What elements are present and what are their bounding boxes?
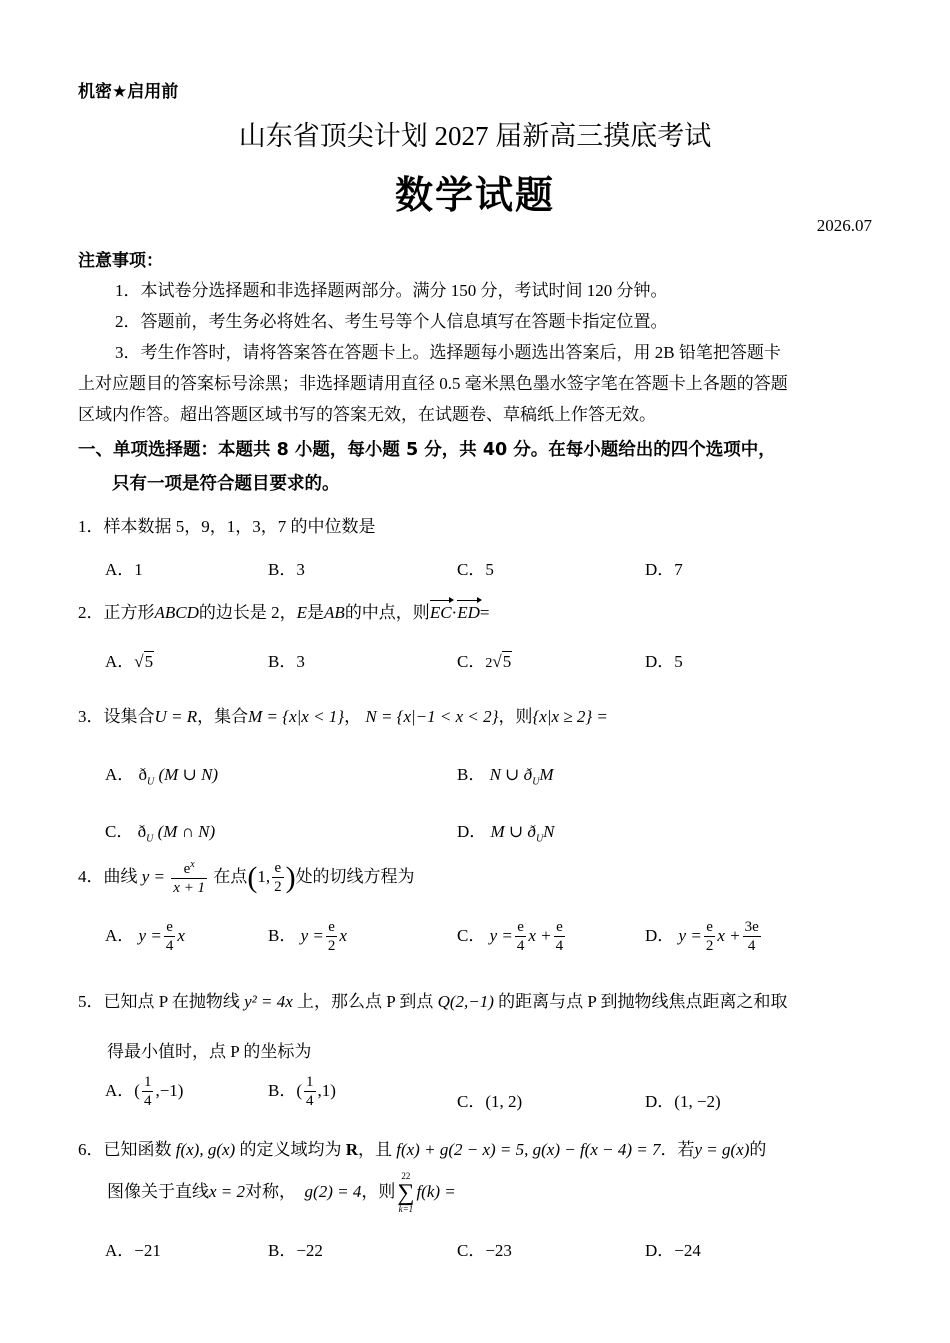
q4-option-a xyxy=(105,920,185,954)
paren: ( xyxy=(296,1080,303,1100)
fraction-numerator: e xyxy=(272,861,284,878)
q2-point-e: E xyxy=(296,603,308,622)
notice-heading: 注意事项： xyxy=(78,251,163,271)
q2-number: 2． xyxy=(78,603,104,622)
q1-option-a: A．1 xyxy=(105,560,143,579)
q5-text: 上，那么点 P 到点 xyxy=(297,992,434,1011)
vector-ed: ED xyxy=(457,603,480,622)
q5-text: 的距离与点 P 到抛物线焦点距离之和取 xyxy=(498,992,788,1011)
q3-option-d xyxy=(457,817,555,844)
fraction-denominator: 4 xyxy=(306,1093,314,1109)
set-expression: (M ∪ N) xyxy=(158,765,219,784)
fraction xyxy=(326,920,338,954)
complement-symbol: ð xyxy=(137,822,147,841)
parabola-equation: y² = 4x xyxy=(244,992,293,1011)
subscript: U xyxy=(532,776,540,788)
confidential-mark: 机密★启用前 xyxy=(78,82,179,102)
fraction xyxy=(142,1075,154,1109)
section-heading: 一、单项选择题：本题共 8 小题，每小题 5 分，共 40 分。在每小题给出的四个选项中， xyxy=(78,440,776,460)
conditions: f(x) + g(2 − x) = 5, g(x) − f(x − 4) = 7 xyxy=(396,1140,661,1159)
q3-number: 3． xyxy=(78,707,104,726)
fraction-numerator: e xyxy=(326,920,338,937)
fraction-numerator: e xyxy=(554,920,566,937)
option-label: A． xyxy=(105,1080,135,1100)
q6-option-a: A．−21 xyxy=(105,1241,161,1260)
q2-option-c xyxy=(457,647,512,672)
sqrt-icon: √ xyxy=(134,652,144,671)
q6-text: 6．已知函数 xyxy=(78,1140,172,1159)
variable: x + xyxy=(528,925,552,945)
functions: f(x), g(x) xyxy=(175,1140,236,1159)
sum-term: f(k) = xyxy=(416,1181,456,1201)
set-m: M = {x|x < 1} xyxy=(248,707,345,726)
q1-option-b: B．3 xyxy=(268,560,305,579)
q2-text: 的中点，则 xyxy=(344,603,430,622)
fraction xyxy=(304,1075,316,1109)
q4-option-b xyxy=(268,920,347,954)
q6-option-b: B．−22 xyxy=(268,1241,323,1260)
option-label: C． xyxy=(457,652,486,671)
radicand: 5 xyxy=(502,652,512,671)
set-expression: N ∪ ð xyxy=(489,765,533,784)
universal-set: U = R xyxy=(154,707,198,726)
q3-text: ， xyxy=(344,707,362,726)
q5-text: 5．已知点 P 在抛物线 xyxy=(78,992,240,1011)
sigma-icon: ∑ xyxy=(397,1180,415,1206)
paren-open-icon: ( xyxy=(247,861,258,894)
function-g: y = g(x) xyxy=(694,1140,750,1159)
notice-item-1: 1．本试卷分选择题和非选择题两部分。满分 150 分，考试时间 120 分钟。 xyxy=(115,281,668,300)
q3-text: ，则 xyxy=(498,707,533,726)
question-1-stem: 1．样本数据 5，9，1，3，7 的中位数是 xyxy=(78,517,376,536)
q6-text: ，则 xyxy=(361,1181,396,1201)
sum-upper-limit: 22 xyxy=(401,1171,411,1181)
fraction-numerator: 1 xyxy=(306,1074,314,1090)
option-label: B． xyxy=(268,1080,297,1100)
question-6-stem xyxy=(78,1135,766,1160)
notice-item-3-end: 区域内作答。超出答题区域书写的答案无效，在试题卷、草稿纸上作答无效。 xyxy=(78,405,656,424)
q6-text: ，且 xyxy=(358,1140,392,1159)
q4-text: 曲线 xyxy=(103,866,138,886)
set-expression: (M ∩ N) xyxy=(157,822,216,841)
q6-option-c: C．−23 xyxy=(457,1241,512,1260)
fraction-denominator: 2 xyxy=(705,938,714,954)
q2-option-a xyxy=(105,647,154,672)
fraction-denominator: 4 xyxy=(747,938,756,954)
question-2-stem xyxy=(78,598,489,623)
radicand: 5 xyxy=(144,652,154,671)
q5-option-d: D．(1, −2) xyxy=(645,1092,721,1111)
q2-square: ABCD xyxy=(154,603,199,622)
fraction-denominator: x + 1 xyxy=(173,880,206,896)
subscript: U xyxy=(535,833,544,845)
fraction-denominator: 4 xyxy=(165,938,174,954)
summation xyxy=(397,1172,414,1214)
fraction-numerator: 3e xyxy=(744,919,759,935)
fraction-denominator: 2 xyxy=(274,879,282,895)
exam-date: 2026.07 xyxy=(816,216,872,235)
notice-item-2: 2．答题前，考生务必将姓名、考生号等个人信息填写在答题卡指定位置。 xyxy=(115,312,668,331)
target-set: {x|x ≥ 2} = xyxy=(532,707,608,726)
exponent: x xyxy=(190,859,195,870)
q3-text: 设集合 xyxy=(103,707,155,726)
sum-lower-limit: k=1 xyxy=(398,1204,414,1214)
q3-text: ，集合 xyxy=(197,707,249,726)
question-4-stem xyxy=(78,860,415,896)
question-3-stem xyxy=(78,702,608,727)
section-heading-cont: 只有一项是符合题目要求的。 xyxy=(112,474,340,494)
lhs: y = xyxy=(300,925,324,945)
q2-option-d: D．5 xyxy=(645,652,683,671)
fraction-numerator: e xyxy=(164,920,176,937)
complement-symbol: ð xyxy=(138,765,148,784)
set-expression: M ∪ ð xyxy=(490,822,536,841)
q1-option-d: D．7 xyxy=(645,560,683,579)
fraction-numerator xyxy=(171,860,207,879)
q4-option-d xyxy=(645,920,763,954)
option-label: A． xyxy=(105,652,135,671)
q2-text: 正方形 xyxy=(103,603,155,622)
option-label: B． xyxy=(457,765,486,784)
q6-text: ．若 xyxy=(660,1140,695,1159)
q5-option-b xyxy=(268,1075,336,1109)
lhs: y = xyxy=(678,925,702,945)
paren-close-icon: ) xyxy=(285,861,296,894)
q2-segment: AB xyxy=(324,603,345,622)
fraction-denominator: 2 xyxy=(327,938,336,954)
option-label: A． xyxy=(105,765,135,784)
variable: x xyxy=(177,925,185,945)
point-q: Q(2,−1) xyxy=(437,992,494,1011)
q2-text: 的边长是 2， xyxy=(198,603,297,622)
fraction xyxy=(743,920,761,954)
q5-option-a xyxy=(105,1075,183,1109)
q6-text: 的定义域均为 xyxy=(239,1140,342,1159)
coefficient: 2 xyxy=(485,656,493,671)
question-6-cont xyxy=(107,1172,456,1214)
q5-option-c: C．(1, 2) xyxy=(457,1092,523,1111)
notice-item-3-cont: 上对应题目的答案标号涂黑；非选择题请用直径 0.5 毫米黑色墨水签字笔在答题卡上各题的答题 xyxy=(78,374,788,393)
paren: ( xyxy=(134,1080,140,1100)
q1-option-c: C．5 xyxy=(457,560,494,579)
option-label: C． xyxy=(457,925,486,945)
fraction xyxy=(704,920,716,954)
option-label: D． xyxy=(645,925,675,945)
g-value: g(2) = 4 xyxy=(304,1181,362,1201)
fraction-numerator: e xyxy=(515,920,527,937)
subscript: U xyxy=(146,833,154,845)
q4-text: 在点 xyxy=(213,866,248,886)
q3-option-a xyxy=(105,760,218,787)
equals-sign: = xyxy=(479,603,490,622)
option-label: B． xyxy=(268,925,297,945)
dot-operator: · xyxy=(451,603,458,622)
sqrt-icon: √ xyxy=(492,652,502,671)
fraction xyxy=(554,920,566,954)
set-expression: N xyxy=(543,822,555,841)
lhs: y = xyxy=(489,925,513,945)
fraction-numerator: e xyxy=(704,920,716,937)
function-fraction xyxy=(171,860,207,896)
fraction-denominator: 4 xyxy=(516,938,525,954)
q4-number: 4． xyxy=(78,866,104,886)
coordinate-tail: ,1) xyxy=(317,1080,336,1100)
real-numbers: R xyxy=(345,1140,358,1159)
base-e: e xyxy=(183,861,191,877)
variable: x + xyxy=(717,925,741,945)
q4-option-c xyxy=(457,920,567,954)
q6-text: 的 xyxy=(749,1140,767,1159)
option-label: D． xyxy=(457,822,487,841)
axis-of-symmetry: x = 2 xyxy=(209,1181,246,1201)
lhs: y = xyxy=(138,925,162,945)
fraction xyxy=(164,920,176,954)
exam-title: 山东省顶尖计划 2027 届新高三摸底考试 xyxy=(238,121,712,151)
fraction-numerator: 1 xyxy=(143,1074,152,1090)
function-lhs: y = xyxy=(141,866,166,886)
q3-option-c xyxy=(105,817,215,844)
q4-text: 处的切线方程为 xyxy=(295,866,415,886)
set-expression: M xyxy=(539,765,554,784)
vector-ec: EC xyxy=(429,603,452,622)
set-n: N = {x|−1 < x < 2} xyxy=(365,707,499,726)
point-fraction xyxy=(272,861,284,895)
coordinate-tail: ,−1) xyxy=(155,1080,184,1100)
variable: x xyxy=(339,925,347,945)
fraction-denominator: 4 xyxy=(143,1093,152,1109)
q3-option-b xyxy=(457,760,554,787)
question-5-stem xyxy=(78,987,787,1012)
q6-option-d: D．−24 xyxy=(645,1241,701,1260)
q6-text: 对称， xyxy=(245,1181,297,1201)
q2-text: 是 xyxy=(307,603,325,622)
q2-option-b: B．3 xyxy=(268,652,305,671)
fraction-denominator: 4 xyxy=(555,938,564,954)
option-label: A． xyxy=(105,925,135,945)
subscript: U xyxy=(147,776,155,788)
option-label: C． xyxy=(105,822,134,841)
fraction xyxy=(515,920,527,954)
notice-item-3: 3．考生作答时，请将答案答在答题卡上。选择题每小题选出答案后，用 2B 铅笔把答题卡 xyxy=(115,343,781,362)
point-x: 1, xyxy=(257,866,271,886)
q6-text: 图像关于直线 xyxy=(107,1181,209,1201)
question-5-cont: 得最小值时，点 P 的坐标为 xyxy=(107,1042,312,1061)
subject-title: 数学试题 xyxy=(394,173,555,217)
